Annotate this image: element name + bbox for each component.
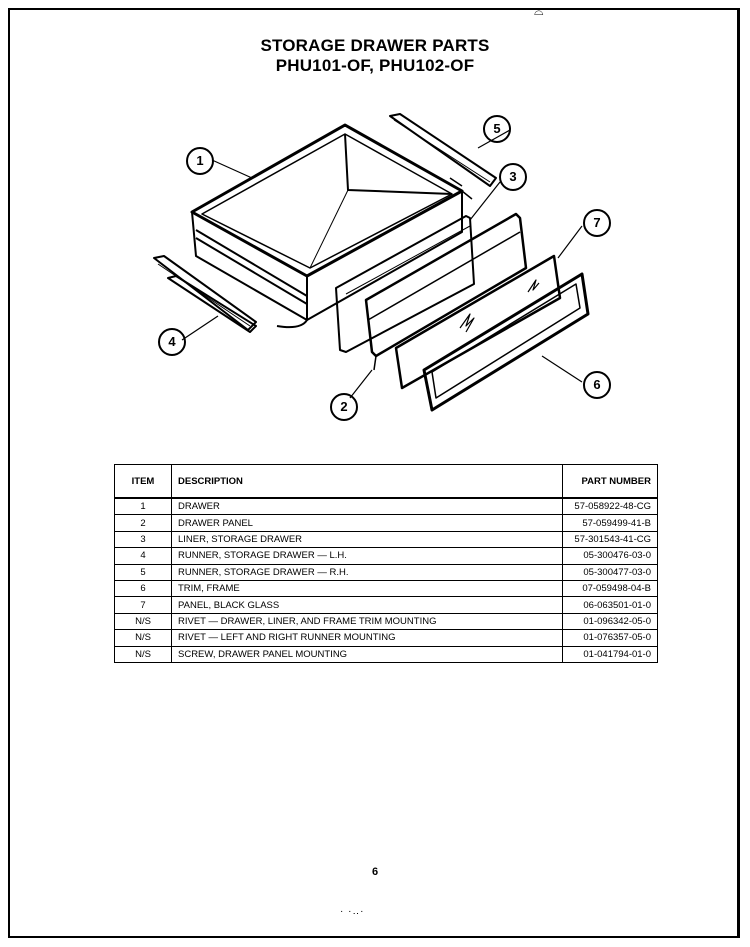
runner-rh-drawing [390, 114, 496, 186]
cell-part-number: 07-059498-04-B [563, 580, 658, 596]
cell-item: 3 [115, 531, 172, 547]
cell-description: PANEL, BLACK GLASS [172, 597, 563, 613]
cell-part-number: 01-041794-01-0 [563, 646, 658, 662]
table-row [115, 597, 658, 613]
callout-5: 5 [483, 115, 511, 143]
callout-7: 7 [583, 209, 611, 237]
callout-2: 2 [330, 393, 358, 421]
cell-item: 4 [115, 548, 172, 564]
cell-description: TRIM, FRAME [172, 580, 563, 596]
cell-description: RUNNER, STORAGE DRAWER — R.H. [172, 564, 563, 580]
scan-speck-icon: · ·‥· [340, 906, 365, 917]
column-header-part-number: PART NUMBER [563, 465, 658, 499]
parts-table [114, 464, 658, 663]
cell-description: RIVET — DRAWER, LINER, AND FRAME TRIM MOUNTING [172, 613, 563, 629]
cell-part-number: 01-096342-05-0 [563, 613, 658, 629]
column-header-item: ITEM [115, 465, 172, 499]
cell-part-number: 06-063501-01-0 [563, 597, 658, 613]
cell-description: DRAWER PANEL [172, 515, 563, 531]
table-row [115, 548, 658, 564]
table-row [115, 515, 658, 531]
page-number: 6 [371, 866, 379, 878]
drawer-drawing [192, 125, 472, 327]
callout-4: 4 [158, 328, 186, 356]
callout-1: 1 [186, 147, 214, 175]
cell-description: DRAWER [172, 498, 563, 515]
cell-description: LINER, STORAGE DRAWER [172, 531, 563, 547]
table-row [115, 498, 658, 515]
cell-part-number: 05-300477-03-0 [563, 564, 658, 580]
cell-description: RIVET — LEFT AND RIGHT RUNNER MOUNTING [172, 630, 563, 646]
cell-part-number: 57-059499-41-B [563, 515, 658, 531]
table-header-row [115, 465, 658, 499]
drawer-panel-drawing [366, 214, 526, 370]
cell-part-number: 01-076357-05-0 [563, 630, 658, 646]
table-row [115, 630, 658, 646]
table-row [115, 531, 658, 547]
callout-3: 3 [499, 163, 527, 191]
cell-item: 5 [115, 564, 172, 580]
cell-part-number: 05-300476-03-0 [563, 548, 658, 564]
black-glass-drawing [396, 256, 560, 388]
callout-6: 6 [583, 371, 611, 399]
cell-item: N/S [115, 613, 172, 629]
cell-item: N/S [115, 630, 172, 646]
cell-part-number: 57-058922-48-CG [563, 498, 658, 515]
frame-trim-drawing [424, 274, 588, 410]
title-line-2: PHU101-OF, PHU102-OF [275, 56, 475, 75]
table-row [115, 646, 658, 662]
column-header-description: DESCRIPTION [172, 465, 563, 499]
cell-item: 2 [115, 515, 172, 531]
cell-description: RUNNER, STORAGE DRAWER — L.H. [172, 548, 563, 564]
cell-item: 7 [115, 597, 172, 613]
page-title [0, 36, 750, 76]
scan-mark-icon: ⌓ [534, 4, 544, 18]
cell-item: 1 [115, 498, 172, 515]
table-row [115, 613, 658, 629]
cell-part-number: 57-301543-41-CG [563, 531, 658, 547]
table-row [115, 564, 658, 580]
cell-item: 6 [115, 580, 172, 596]
table-row [115, 580, 658, 596]
cell-description: SCREW, DRAWER PANEL MOUNTING [172, 646, 563, 662]
cell-item: N/S [115, 646, 172, 662]
runner-lh-drawing [154, 256, 256, 332]
title-line-1: STORAGE DRAWER PARTS [260, 36, 490, 55]
